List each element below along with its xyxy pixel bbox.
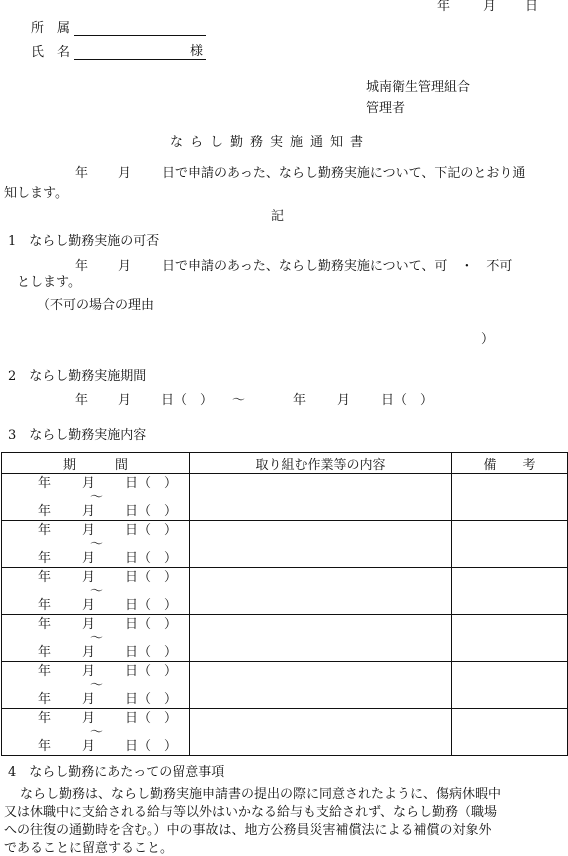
- ki-label: 記: [271, 209, 285, 224]
- row-end-day: 日（ ）: [125, 692, 178, 707]
- row-start-day: 日（ ）: [125, 711, 178, 726]
- row-tilde: ～: [90, 631, 104, 646]
- row-end-month: 月: [82, 504, 96, 519]
- notice-line-2: 又は休職中に支給される給与等以外はいかなる給与も支給されず、ならし勤務（職場: [4, 805, 497, 820]
- row-start-month: 月: [82, 617, 96, 632]
- row-start-day: 日（ ）: [125, 476, 178, 491]
- table-row: [2, 568, 568, 615]
- row-end-year: 年: [38, 739, 52, 754]
- org-name: 城南衛生管理組合: [366, 80, 471, 95]
- table-row: [2, 474, 568, 521]
- column-header-content: 取り組む作業等の内容: [190, 453, 452, 474]
- remarks-cell[interactable]: [452, 568, 568, 615]
- row-start-day: 日（ ）: [125, 523, 178, 538]
- work-plan-table: [1, 452, 568, 756]
- remarks-cell[interactable]: [452, 662, 568, 709]
- period-cell[interactable]: [2, 662, 190, 709]
- content-cell[interactable]: [190, 615, 452, 662]
- period-cell[interactable]: [2, 521, 190, 568]
- row-end-day: 日（ ）: [125, 598, 178, 613]
- section1-text: 日で申請のあった、ならし勤務実施について、可 ・ 不可: [162, 259, 513, 274]
- row-start-day: 日（ ）: [125, 664, 178, 679]
- row-end-day: 日（ ）: [125, 504, 178, 519]
- row-tilde: ～: [90, 678, 104, 693]
- name-label: 氏 名: [31, 45, 71, 60]
- row-end-day: 日（ ）: [125, 739, 178, 754]
- row-start-year: 年: [38, 711, 52, 726]
- row-end-year: 年: [38, 598, 52, 613]
- content-cell[interactable]: [190, 568, 452, 615]
- affiliation-label: 所 属: [31, 21, 71, 36]
- name-field[interactable]: [74, 59, 206, 60]
- intro-month: 月: [118, 166, 132, 181]
- period-end-year: 年: [293, 393, 307, 408]
- period-cell[interactable]: [2, 615, 190, 662]
- column-header-period: 期 間: [2, 453, 190, 474]
- intro-text-line2: 知します。: [4, 186, 68, 201]
- remarks-cell[interactable]: [452, 615, 568, 662]
- row-end-month: 月: [82, 551, 96, 566]
- period-tilde: ～: [232, 393, 246, 408]
- section1-month: 月: [118, 259, 132, 274]
- row-end-day: 日（ ）: [125, 551, 178, 566]
- row-start-year: 年: [38, 476, 52, 491]
- row-start-month: 月: [82, 476, 96, 491]
- period-cell[interactable]: [2, 709, 190, 756]
- row-tilde: ～: [90, 537, 104, 552]
- section1-year: 年: [75, 259, 89, 274]
- table-row: [2, 709, 568, 756]
- row-start-month: 月: [82, 570, 96, 585]
- content-cell[interactable]: [190, 662, 452, 709]
- row-end-year: 年: [38, 551, 52, 566]
- notice-line-4: であることに留意すること。: [4, 841, 174, 856]
- row-start-year: 年: [38, 523, 52, 538]
- date-year-label: 年: [437, 0, 451, 14]
- content-cell[interactable]: [190, 521, 452, 568]
- row-end-month: 月: [82, 739, 96, 754]
- row-end-month: 月: [82, 598, 96, 613]
- table-row: [2, 615, 568, 662]
- period-cell[interactable]: [2, 474, 190, 521]
- remarks-cell[interactable]: [452, 474, 568, 521]
- date-day-label: 日: [525, 0, 539, 14]
- content-cell[interactable]: [190, 474, 452, 521]
- row-start-month: 月: [82, 664, 96, 679]
- reason-open: （不可の場合の理由: [37, 298, 155, 313]
- table-row: [2, 521, 568, 568]
- content-cell[interactable]: [190, 709, 452, 756]
- intro-text: 日で申請のあった、ならし勤務実施について、下記のとおり通: [162, 166, 526, 181]
- row-start-month: 月: [82, 523, 96, 538]
- affiliation-field[interactable]: [74, 35, 206, 36]
- period-end-month: 月: [337, 393, 351, 408]
- row-end-year: 年: [38, 645, 52, 660]
- row-start-day: 日（ ）: [125, 570, 178, 585]
- remarks-cell[interactable]: [452, 709, 568, 756]
- reason-close: ）: [481, 332, 495, 347]
- section4-heading: 4 ならし勤務にあたっての留意事項: [8, 765, 225, 780]
- row-end-year: 年: [38, 504, 52, 519]
- row-start-day: 日（ ）: [125, 617, 178, 632]
- row-start-year: 年: [38, 617, 52, 632]
- table-header-row: [2, 453, 568, 474]
- remarks-cell[interactable]: [452, 521, 568, 568]
- section3-heading: 3 ならし勤務実施内容: [8, 428, 147, 443]
- row-end-day: 日（ ）: [125, 645, 178, 660]
- row-tilde: ～: [90, 584, 104, 599]
- table-row: [2, 662, 568, 709]
- row-start-year: 年: [38, 664, 52, 679]
- intro-year: 年: [75, 166, 89, 181]
- section1-heading: 1 ならし勤務実施の可否: [8, 234, 160, 249]
- period-start-day: 日（ ）: [161, 393, 214, 408]
- date-month-label: 月: [483, 0, 497, 14]
- notice-line-1: ならし勤務は、ならし勤務実施申請書の提出の際に同意されたように、傷病休暇中: [20, 787, 502, 802]
- row-tilde: ～: [90, 490, 104, 505]
- notice-line-3: への往復の通勤時を含む。）中の事故は、地方公務員災害補償法による補償の対象外: [4, 823, 492, 838]
- period-end-day: 日（ ）: [381, 393, 434, 408]
- section1-text-line2: とします。: [17, 275, 81, 290]
- page-title: ならし勤務実施通知書: [170, 135, 371, 150]
- period-cell[interactable]: [2, 568, 190, 615]
- honorific-label: 様: [190, 44, 204, 59]
- period-start-month: 月: [118, 393, 132, 408]
- row-start-month: 月: [82, 711, 96, 726]
- manager-label: 管理者: [366, 101, 406, 116]
- row-end-month: 月: [82, 692, 96, 707]
- row-end-year: 年: [38, 692, 52, 707]
- row-end-month: 月: [82, 645, 96, 660]
- row-tilde: ～: [90, 725, 104, 740]
- period-start-year: 年: [75, 393, 89, 408]
- row-start-year: 年: [38, 570, 52, 585]
- section2-heading: 2 ならし勤務実施期間: [8, 369, 147, 384]
- column-header-remarks: 備 考: [452, 453, 568, 474]
